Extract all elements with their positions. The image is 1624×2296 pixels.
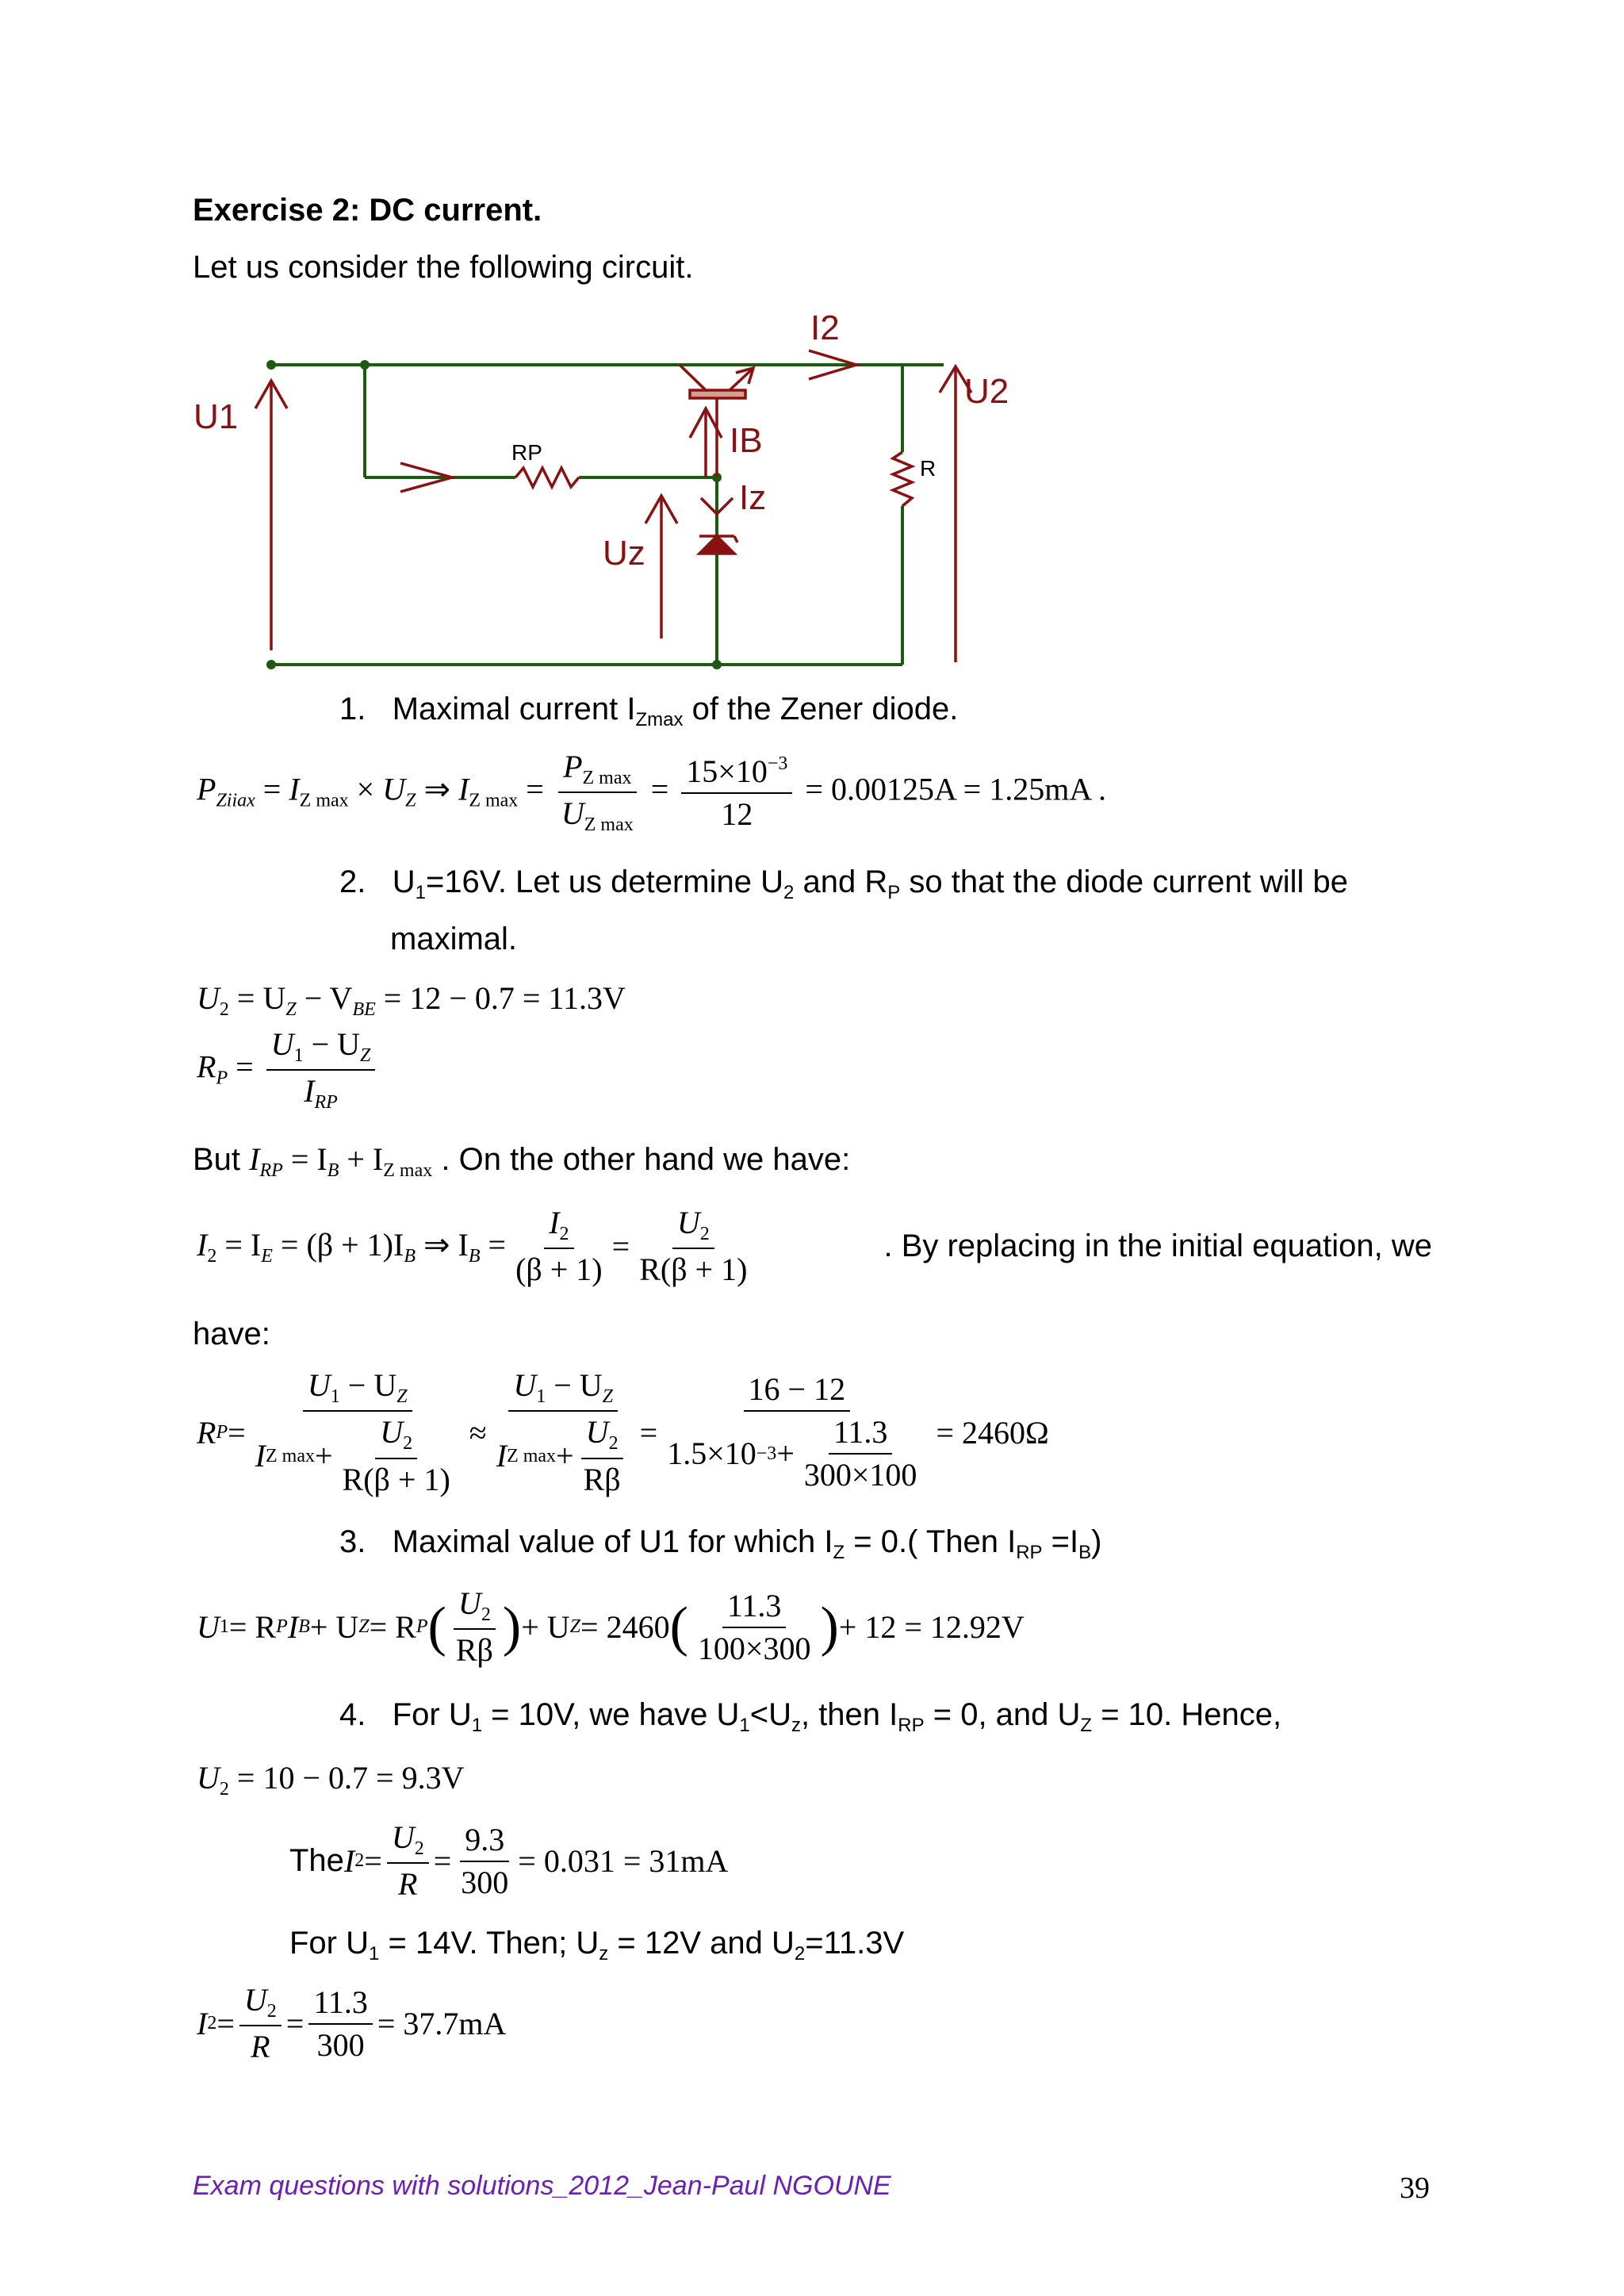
q4-last-equation: I 2 = $\frac{U_2}{R}$ = $\frac{11.3}{300}$ = 37.7mA [197,1982,507,2065]
circuit-nodes [266,360,722,669]
q2-replacing-text: . By replacing in the initial equation, we [883,1228,1432,1264]
q2-heading: 2. $U_1=16V$. Let us determine $U_2$ and $R_P$ so that the diode current will be maximal. [339,864,1434,957]
exercise-heading: Exercise 2: DC current. [193,193,542,228]
q2-number: 2. [339,864,366,899]
label-r: R [920,456,936,481]
q2-rp-equation: $R_P$ = $\frac{U_1 - U_Z}{I_{RP}}$ [197,1027,380,1114]
q3-equation: U 1 = R P I B + U Z = R P ( $\frac{U_2}{R\beta}$ ) + U Z = 2460 ( $\frac{11.3}{100\times 300}$ ) + 12 = 12.92V [197,1585,1025,1669]
q1-number: 1. [339,692,366,726]
intro-text: Let us consider the following circuit. [193,250,694,285]
q1-heading [339,692,958,731]
label-uz: Uz [603,534,645,573]
page-number: 39 [1400,2171,1430,2205]
circuit-diagram [182,301,1023,682]
q2-line2: maximal. [390,922,518,956]
label-u2: U2 [964,372,1009,411]
label-rp: RP [511,440,542,465]
q1-text-end: of the Zener diode. [683,692,959,726]
q1-equation: $P_{Ziiax} = I_{Z max} \times U_Z$ ⇒ $I_{Z max}$ = $\frac{P_{Z max}}{U_{Z max}}$ = $\frac{15\times 10^{-3}}{12}$ = 0.00125A = 1.25mA . [197,749,1106,836]
q1-text: Maximal current I [392,692,636,726]
label-u1: U1 [193,397,239,436]
q4-for14-line: For $U_1 = 14V$. Then; $U_z = 12V$ and $U_2=11.3V$ [289,1926,905,1964]
r-resistor [893,452,912,506]
label-iz: Iz [739,478,767,517]
q1-sub: Zmax [635,709,684,730]
footer-text: Exam questions with solutions_2012_Jean-Paul NGOUNE [193,2171,891,2201]
zener-diode [699,536,734,554]
circuit-components [255,351,971,662]
q2-but-line: But $I_{RP} = I_B + I_{Z max}$ . On the other hand we have: [193,1141,851,1181]
transistor-collector [680,365,706,390]
q3-heading: 3. Maximal value of U1 for which $I_Z = 0$.( Then $I_{RP} =I_B$) [339,1524,1102,1563]
q4-i2-line: The I 2 = $\frac{U_2}{R}$ = $\frac{9.3}{300}$ = 0.031 = 31mA [289,1819,729,1903]
transistor-base [690,390,745,398]
q4-heading: 4. For $U_1 = 10V$, we have $U_1<U_z$, then $I_{RP} = 0$, and $U_Z = 10$. Hence, [339,1697,1282,1736]
q2-rp-final-equation: R P = $U_1 - U_Z$ I Z max + $\frac{U_2}{R(\beta + 1)}$ ≈ $U_1 - U_Z$ I Z max + $\frac{U_2}{R\beta}$ = 16 − 12 1.5×10 −3 + $\frac{11.3}{300\times 100}$ = 2460Ω [197,1367,1049,1497]
q2-ib-line: $I_2 = I_E = (\beta + 1)I_B$ ⇒ $I_B$ = $\frac{I_2}{(\beta + 1)}$ = $\frac{U_2}{R(\beta + 1)}$ . By replacing in the initial equation, we [197,1205,1432,1288]
label-ib: IB [730,421,763,460]
circuit-wires [271,365,944,665]
rp-resistor [515,468,579,487]
q2-have: have: [193,1317,270,1351]
label-i2: I2 [810,309,840,347]
q4-u2-equation: $U_2 = 10 - 0.7 = 9.3V$ [197,1760,465,1800]
q2-u2-equation: $U_2 = U_Z - V_{BE} = 12 - 0.7 = 11.3V$ [197,980,626,1020]
